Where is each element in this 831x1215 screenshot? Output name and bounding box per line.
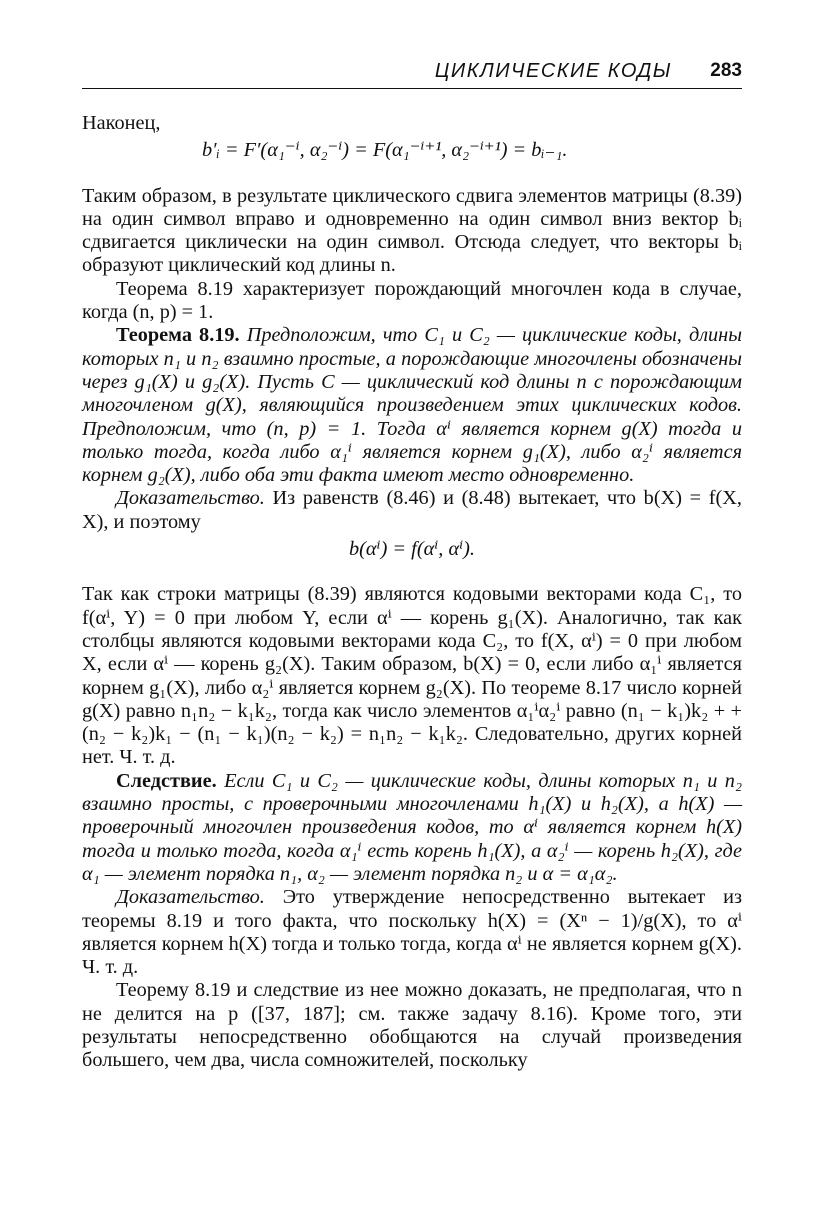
corollary-text: Если C₁ и C₂ — циклические коды, длины которых n₁ и n₂ взаимно просты, с проверочными многочленами h₁(X) и h₂(X), а h(X) — проверочный многочлен произведения кодов, то αⁱ является корнем h(X) тогда и только тогда, когда α₁ⁱ есть корень h₁(X), а α₂ⁱ — корень h₂(X), где α₁ — элемент порядка n₁, α₂ — элемент порядка n₂ и α = α₁α₂.: [82, 769, 742, 885]
proof2-text: Это утверждение непосредственно вытекает из теоремы 8.19 и того факта, что поскольку h(X) = (Xⁿ − 1)/g(X), то αⁱ является корнем h(X) тогда и только тогда, когда αⁱ не является корнем g(X). Ч. т. д.: [82, 886, 742, 979]
formula-b-alpha: b(αⁱ) = f(αⁱ, αⁱ).: [348, 538, 475, 561]
spacer: [82, 567, 742, 583]
theorem-text: Предположим, что C₁ и C₂ — циклические коды, длины которых n₁ и n₂ взаимно простые, а порождающие многочлены обозначены через g₁(X) и g₂(X). Пусть C — циклический код длины n с порождающим многочленом g(X), являющийся произведением этих циклических кодов. Предположим, что (n, p) = 1. Тогда αⁱ является корнем g(X) тогда и только тогда, когда либо α₁ⁱ является корнем g₁(X), либо α₂ⁱ является корнем g₂(X), либо оба эти факта имеют место одновременно.: [82, 324, 742, 487]
formula-shift: b′ᵢ = F′(α₁⁻ⁱ, α₂⁻ⁱ) = F(α₁⁻ⁱ⁺¹, α₂⁻ⁱ⁺¹) = bᵢ₋₁.: [202, 139, 568, 162]
corollary-label: Следствие.: [116, 769, 217, 792]
paragraph-lead: Наконец,: [82, 112, 161, 134]
page-body: [82, 112, 742, 1073]
paragraph-theorem-intro: Теорема 8.19 характеризует порождающий многочлен кода в случае, когда (n, p) = 1.: [82, 277, 742, 324]
paragraph-final: Теорему 8.19 и следствие из нее можно доказать, не предполагая, что n не делится на p ([37, 187]; см. также задачу 8.16). Кроме того, эти результаты непосредственно обобщаются на случай произведения большего, чем два, числа сомножителей, поскольку: [82, 979, 742, 1072]
theorem-8-19: [82, 324, 742, 487]
corollary: [82, 770, 742, 886]
proof-text: Из равенств (8.46) и (8.48) вытекает, что b(X) = f(X, X), и поэтому: [82, 487, 742, 533]
spacer: [82, 169, 742, 185]
running-header: [82, 52, 742, 88]
book-page: [82, 52, 742, 1072]
proof2-paragraph: [82, 886, 742, 979]
running-title: ЦИКЛИЧЕСКИЕ КОДЫ: [434, 60, 672, 82]
proof-paragraph: [82, 487, 742, 534]
proof2-label: Доказательство.: [116, 886, 265, 909]
page-number: 283: [710, 60, 742, 81]
paragraph-proof-body: Так как строки матрицы (8.39) являются кодовыми векторами кода C₁, то f(αⁱ, Y) = 0 при любом Y, если αⁱ — корень g₁(X). Аналогично, так как столбцы являются кодовыми векторами кода C₂, то f(X, αⁱ) = 0 при любом X, если αⁱ — корень g₂(X). Таким образом, b(X) = 0, если либо α₁ⁱ является корнем g₁(X), либо α₂ⁱ является корнем g₂(X). По теореме 8.17 число корней g(X) равно n₁n₂ − k₁k₂, тогда как число элементов α₁ⁱα₂ⁱ равно (n₁ − k₁)k₂ + + (n₂ − k₂)k₁ − (n₁ − k₁)(n₂ − k₂) = n₁n₂ − k₁k₂. Следовательно, других корней нет. Ч. т. д.: [82, 583, 742, 769]
theorem-label: Теорема 8.19.: [116, 324, 240, 347]
header-rule: [82, 88, 742, 89]
paragraph-shift-conclusion: Таким образом, в результате циклического сдвига элементов матрицы (8.39) на один символ вправо и одновременно на один символ вниз вектор bᵢ сдвигается циклически на один символ. Отсюда следует, что векторы bᵢ образуют циклический код длины n.: [82, 184, 742, 277]
proof-label: Доказательство.: [116, 487, 265, 510]
